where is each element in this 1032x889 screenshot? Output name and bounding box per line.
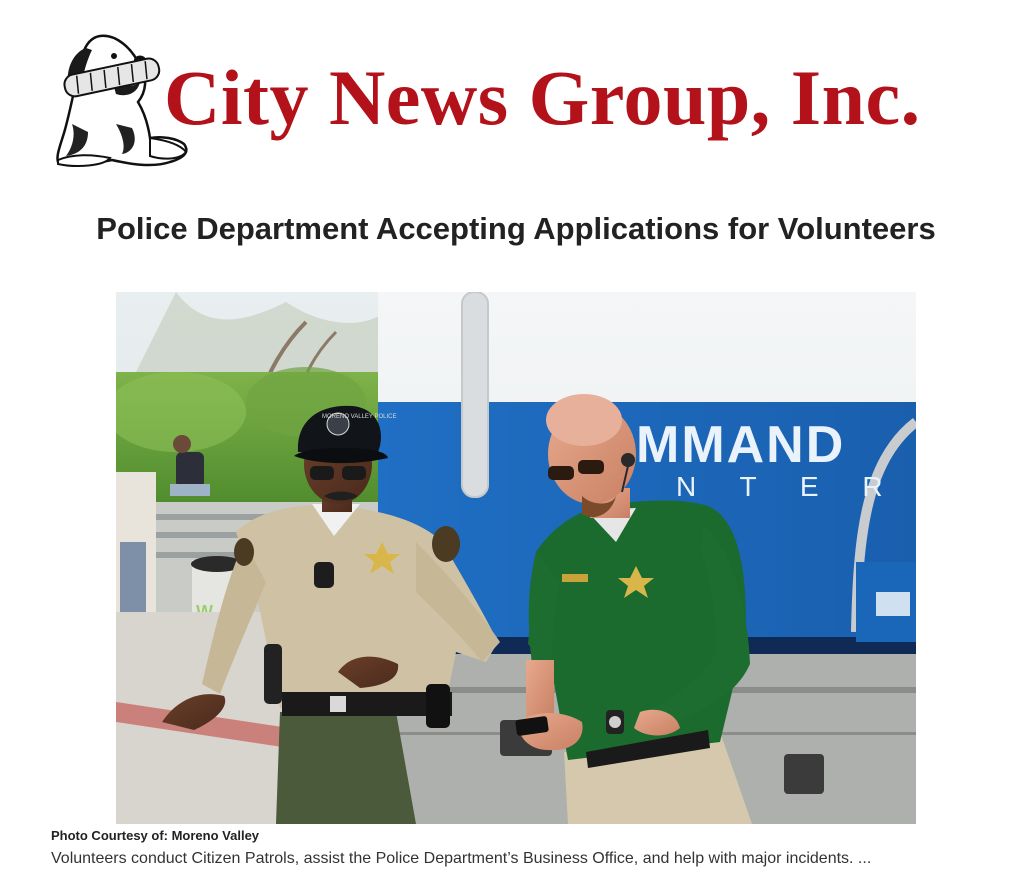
- volunteers-photo: [116, 292, 916, 824]
- cap-text: MORENO VALLEY POLICE: [322, 414, 397, 420]
- photo-credit: Photo Courtesy of: Moreno Valley: [51, 828, 260, 843]
- article-photo[interactable]: [116, 292, 916, 824]
- masthead[interactable]: [52, 28, 972, 173]
- brand-name[interactable]: City News Group, Inc.: [164, 54, 921, 141]
- vehicle-text-1: MMAND: [636, 416, 846, 474]
- article-headline[interactable]: Police Department Accepting Applications for Volunteers: [96, 211, 936, 246]
- vehicle-text-2: N T E R: [676, 471, 901, 502]
- article-excerpt: Volunteers conduct Citizen Patrols, assist the Police Department’s Business Office, and help with major incidents. ...: [51, 850, 872, 867]
